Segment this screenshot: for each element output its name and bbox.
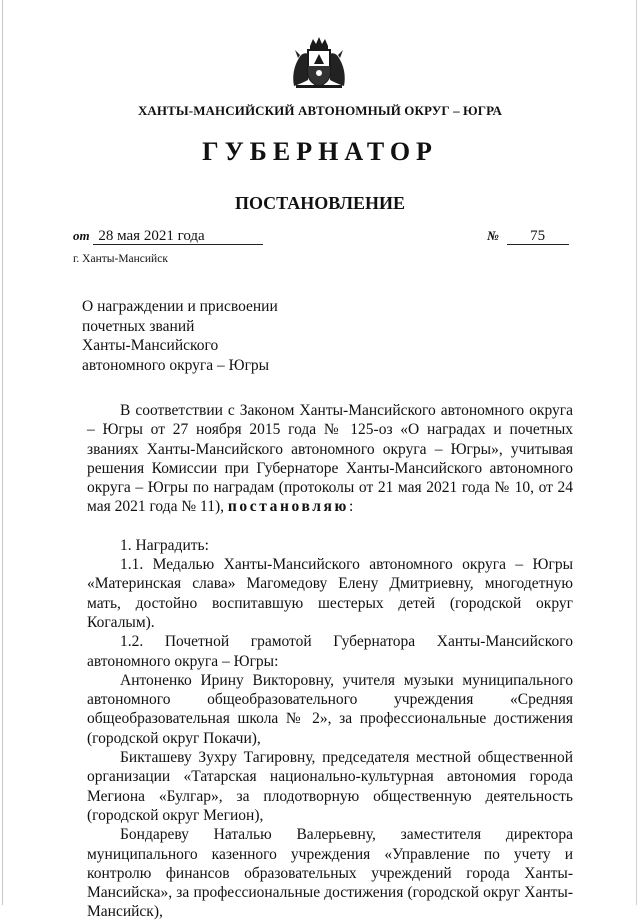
document-body (87, 401, 573, 922)
subject-line: О награждении и присвоении (82, 298, 278, 315)
preamble-colon: : (349, 498, 354, 516)
authority-title: ГУБЕРНАТОР (202, 137, 438, 166)
document-subject (82, 297, 342, 375)
subject-line: почетных званий (82, 317, 195, 335)
region-name: ХАНТЫ-МАНСИЙСКИЙ АВТОНОМНЫЙ ОКРУГ – ЮГРА (137, 103, 503, 118)
date-prefix: от (73, 228, 90, 243)
body-paragraph: Антоненко Ирину Викторовну, учителя музыки муниципального автономного общеобразовательного учреждения «Средняя общеобразовательная школа № 2», за профессиональные достижения (городской округ Покачи), (87, 671, 573, 747)
date-line (73, 228, 263, 245)
preamble-text: В соответствии с Законом Ханты-Мансийского автономного округа – Югры от 27 ноября 2015 года № 125-оз «О наградах и почетных званиях Ханты-Мансийского автономного округа – Югры», учитывая решения Комиссии при Губернаторе Ханты-Мансийского автономного округа – Югры по наградам (протоколы от 21 мая 2021 года № 10, от 24 мая 2021 года № 11), (87, 402, 573, 516)
coat-of-arms-icon (290, 36, 348, 90)
body-paragraph: Бондареву Наталью Валерьевну, заместителя директора муниципального казенного учреждения «Управление по учету и контролю финансов образовательных учреждений города Ханты-Мансийска», за профессиональные достижения (городской округ Ханты-Мансийск), (87, 826, 573, 921)
subject-line: автономного округа – Югры (82, 356, 270, 374)
city: г. Ханты-Мансийск (73, 253, 168, 265)
document-type: ПОСТАНОВЛЕНИЕ (234, 193, 406, 213)
number-line (487, 228, 569, 245)
scan-edge-right (636, 0, 637, 905)
body-paragraph: 1.1. Медалью Ханты-Мансийского автономного округа – Югры «Материнская слава» Магомедову Елену Дмитриевну, многодетную мать, достойно воспитавшую шестерых детей (городской округ Когалым). (87, 556, 573, 631)
body-paragraph: 1. Наградить: (120, 536, 209, 554)
scan-edge-left (2, 0, 3, 905)
body-paragraph: Бикташеву Зухру Тагировну, председателя местной общественной организации «Татарская национально-культурная автономия города Мегиона «Булгар», за плодотворную общественную деятельность (городской округ Мегион), (87, 749, 573, 824)
number-prefix: № (487, 228, 499, 243)
decree-word: постановляю (227, 498, 349, 516)
document-date: 28 мая 2021 года (93, 228, 263, 245)
document-number: 75 (507, 228, 569, 245)
preamble-paragraph (87, 401, 573, 517)
subject-line: Ханты-Мансийского (82, 337, 219, 354)
body-paragraph: 1.2. Почетной грамотой Губернатора Ханты-Мансийского автономного округа – Югры: (87, 633, 573, 670)
